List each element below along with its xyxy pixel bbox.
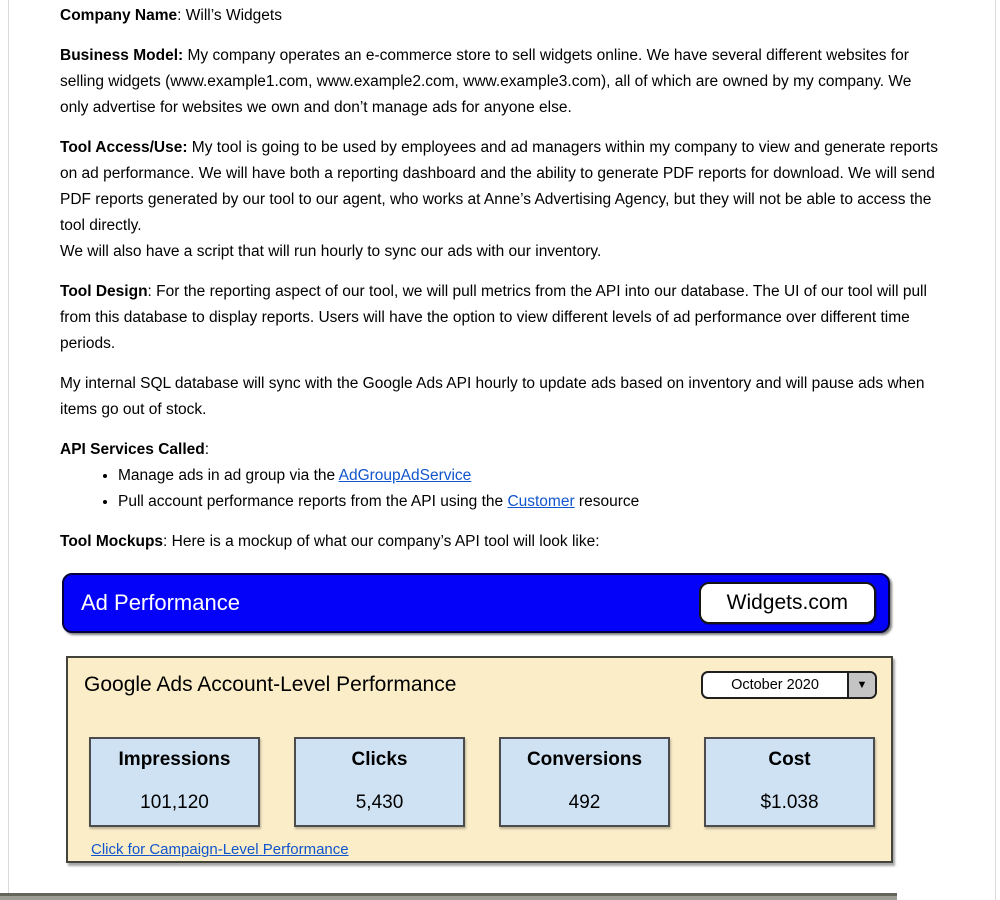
- list-item: • Manage ads in ad group via the AdGroupAdService: [118, 463, 940, 489]
- campaign-level-performance-link[interactable]: Click for Campaign-Level Performance: [91, 841, 349, 858]
- metric-label: Cost: [768, 749, 811, 770]
- tool-access-label: Tool Access/Use:: [60, 139, 188, 156]
- page-right-border: [995, 0, 996, 900]
- company-name-line: Company Name: Will’s Widgets: [60, 7, 282, 24]
- tool-mockups-label: Tool Mockups: [60, 533, 164, 550]
- metric-card-impressions: [89, 737, 260, 827]
- page-bottom-edge: [0, 893, 897, 900]
- tool-mockups-line: Tool Mockups: Here is a mockup of what our company’s API tool will look like:: [60, 533, 600, 550]
- tool-access-line2: We will also have a script that will run hourly to sync our ads with our inventory.: [60, 243, 602, 260]
- widgets-site-button[interactable]: Widgets.com: [699, 582, 876, 624]
- dropdown-arrow-button[interactable]: [847, 673, 875, 697]
- chevron-down-icon: ▼: [856, 678, 868, 691]
- customer-resource-link[interactable]: Customer: [507, 493, 575, 510]
- company-name-label: Company Name: [60, 7, 178, 24]
- metric-label: Clicks: [351, 749, 408, 770]
- panel-header: [82, 671, 877, 699]
- metric-value: 101,120: [140, 792, 209, 813]
- metric-label: Impressions: [118, 749, 231, 770]
- panel-title: Google Ads Account-Level Performance: [84, 673, 457, 696]
- metric-card-clicks: [294, 737, 465, 827]
- period-dropdown[interactable]: [701, 671, 877, 699]
- business-model-label: Business Model:: [60, 47, 184, 64]
- api-services-heading: API Services Called:: [60, 441, 210, 458]
- metric-card-conversions: [499, 737, 670, 827]
- metric-value: 5,430: [355, 792, 404, 813]
- business-model-paragraph: Business Model: My company operates an e-commerce store to sell widgets online. We have several different websites for selling widgets (www.example1.com, www.example2.com, www.example3.com), all of which are owned by my company. We only advertise for websites we own and don’t manage ads for anyone else.: [60, 47, 912, 116]
- tool-access-paragraph: Tool Access/Use: My tool is going to be used by employees and ad managers within my company to view and generate reports on ad performance. We will have both a reporting dashboard and the ability to generate PDF reports for download. We will send PDF reports generated by our tool to our agent, who works at Anne’s Advertising Agency, but they will not be able to access the tool directly. We will also have a script that will run hourly to sync our ads with our inventory.: [60, 139, 938, 260]
- ad-performance-banner: [62, 573, 890, 633]
- metric-label: Conversions: [526, 749, 643, 770]
- tool-design-paragraph: Tool Design: For the reporting aspect of our tool, we will pull metrics from the API into our database. The UI of our tool will pull from this database to display reports. Users will have the option to view different levels of ad performance over different time periods.: [60, 283, 927, 352]
- api-services-label: API Services Called: [60, 441, 205, 458]
- metric-cards-row: [82, 737, 877, 827]
- banner-title: Ad Performance: [81, 590, 240, 615]
- page-left-border: [8, 0, 9, 893]
- adgroupadservice-link[interactable]: AdGroupAdService: [338, 467, 472, 484]
- sql-sync-paragraph: My internal SQL database will sync with the Google Ads API hourly to update ads based on inventory and will pause ads when items go out of stock.: [60, 375, 925, 418]
- period-dropdown-value: October 2020: [731, 676, 819, 693]
- account-performance-panel: [66, 656, 893, 863]
- api-services-list: [60, 463, 940, 515]
- metric-value: $1.038: [760, 792, 819, 813]
- metric-card-cost: [704, 737, 875, 827]
- list-item: • Pull account performance reports from the API using the Customer resource: [118, 489, 940, 515]
- metric-value: 492: [568, 792, 601, 813]
- company-name-value: Will’s Widgets: [185, 7, 282, 24]
- tool-design-label: Tool Design: [60, 283, 148, 300]
